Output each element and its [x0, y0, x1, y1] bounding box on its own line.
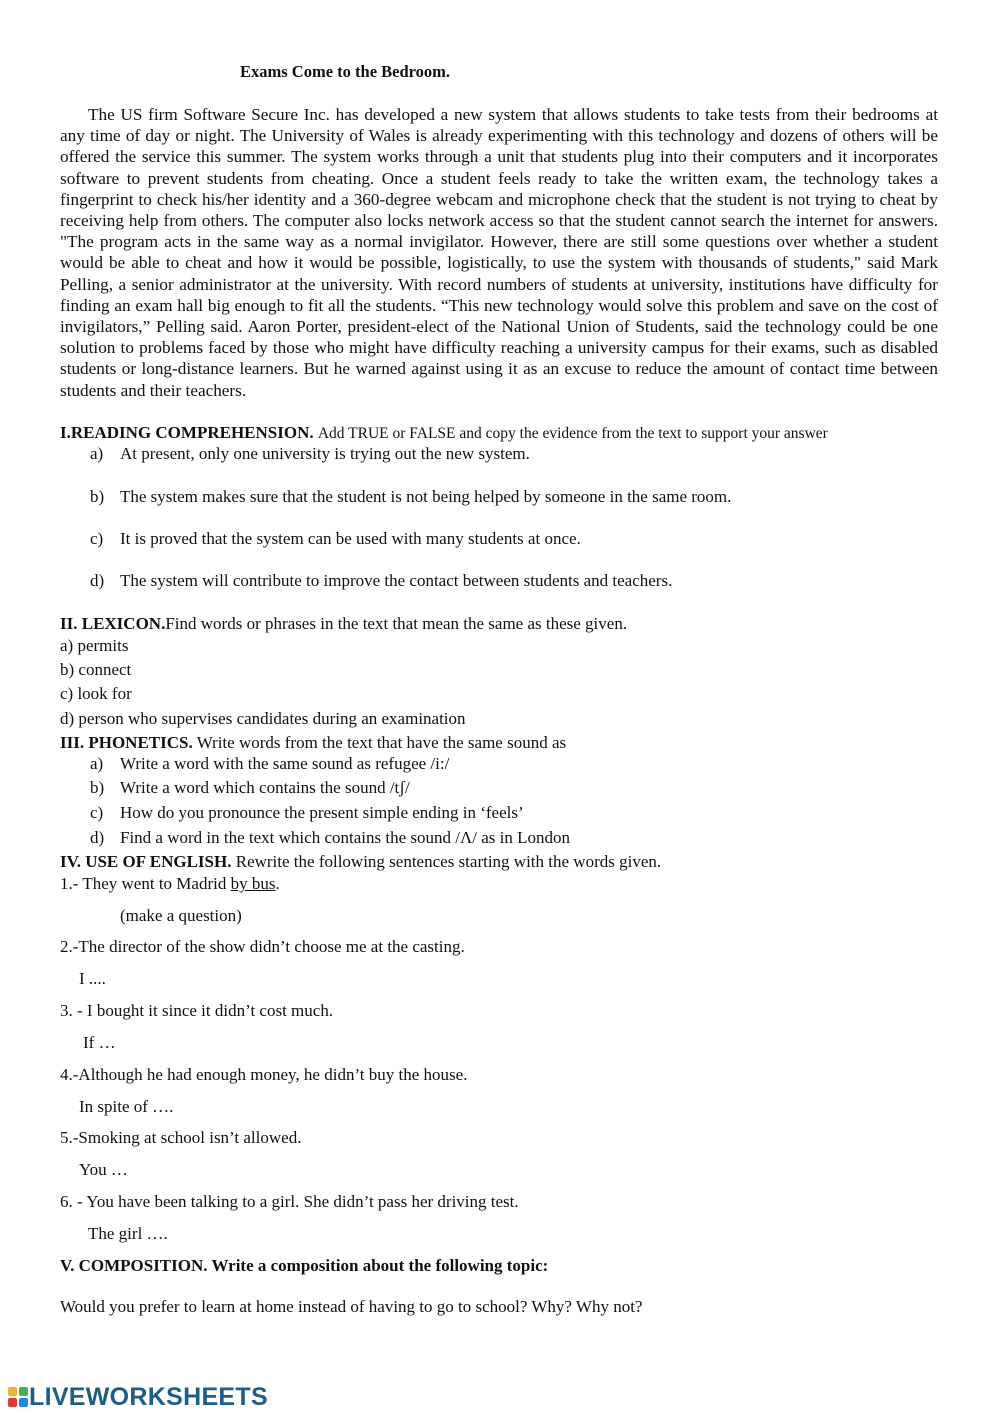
lexicon-item: b) connect: [60, 660, 132, 679]
item-letter: d): [90, 828, 105, 847]
item-text: How do you pronounce the present simple ending in ‘feels’: [120, 803, 524, 822]
phonetics-item-c: [90, 803, 524, 823]
reading-instruction: Add TRUE or FALSE and copy the evidence from the text to support your answer: [317, 425, 828, 442]
question-5-prompt: You …: [79, 1160, 128, 1179]
liveworksheets-logo: [8, 1382, 268, 1412]
item-text: Find a word in the text which contains the sound /Λ/ as in London: [120, 828, 571, 847]
question-4-prompt: In spite of ….: [79, 1097, 174, 1116]
reading-item-c: [90, 529, 581, 549]
composition-heading: V. COMPOSITION. Write a composition about the following topic:: [60, 1256, 549, 1275]
q1-prefix: 1.- They went to Madrid: [60, 874, 231, 893]
phonetics-section-header: [60, 733, 566, 753]
question-1-prompt: (make a question): [120, 906, 242, 925]
logo-text: LIVEWORKSHEETS: [29, 1382, 268, 1411]
question-1: [60, 874, 280, 894]
logo-tile: [8, 1387, 17, 1396]
item-text: The system makes sure that the student is not being helped by someone in the same room.: [120, 487, 732, 506]
item-letter: c): [90, 529, 104, 548]
reading-item-d: [90, 571, 672, 591]
composition-topic: Would you prefer to learn at home instead of having to go to school? Why? Why not?: [60, 1297, 643, 1316]
item-letter: d): [90, 571, 105, 590]
logo-tile: [8, 1398, 17, 1407]
question-6-prompt: The girl ….: [88, 1224, 168, 1243]
lexicon-heading: II. LEXICON.: [60, 614, 166, 633]
reading-item-b: [90, 487, 731, 507]
item-letter: c): [90, 803, 104, 822]
reading-item-a: [90, 444, 530, 464]
reading-passage: The US firm Software Secure Inc. has developed a new system that allows students to take tests from their bedrooms at any time of day or night. The University of Wales is already experimenting with this technology and dozens of others will be offered the service this summer. The system works through a unit that students plug into their computers and it incorporates software to prevent students from cheating. Once a student feels ready to take the written exam, the technology takes a fingerprint to check his/her identity and a 360-degree webcam and microphone check that the student is not trying to cheat by receiving help from others. The computer also locks network access so that the student cannot search the internet for answers. "The program acts in the same way as a normal invigilator. However, there are still some questions over whether a student would be able to cheat and how it would be possible, logistically, to use the system with thousands of students," said Mark Pelling, a senior administrator at the university. With record numbers of students at university, institutions have difficulty for finding an exam hall big enough to fit all the students. “This new technology would solve this problem and save on the cost of invigilators,” Pelling said. Aaron Porter, president-elect of the National Union of Students, said the technology could be one solution to problems faced by those who might have difficulty reaching a university campus for their exams, such as disabled students or long-distance learners. But he warned against using it as an excuse to reduce the amount of contact time between students and their teachers.: [60, 105, 938, 400]
phonetics-item-b: [90, 778, 410, 798]
item-text: The system will contribute to improve the contact between students and teachers.: [120, 571, 673, 590]
phonetics-item-a: [90, 754, 449, 774]
logo-tile: [19, 1398, 28, 1407]
q1-suffix: .: [275, 874, 280, 893]
page-title: Exams Come to the Bedroom.: [240, 62, 451, 81]
question-2: 2.-The director of the show didn’t choose me at the casting.: [60, 937, 465, 956]
lexicon-section-header: [60, 614, 627, 634]
reading-section-header: [60, 423, 828, 443]
item-text: Write a word which contains the sound /tʃ/: [120, 778, 410, 797]
use-of-english-instruction: Rewrite the following sentences starting with the words given.: [235, 852, 662, 871]
question-3-prompt: If …: [83, 1033, 116, 1052]
lexicon-item: d) person who supervises candidates during an examination: [60, 709, 466, 728]
reading-heading: I.READING COMPREHENSION.: [60, 423, 314, 442]
use-of-english-heading: IV. USE OF ENGLISH.: [60, 852, 232, 871]
item-letter: b): [90, 487, 105, 506]
question-4: 4.-Although he had enough money, he didn’t buy the house.: [60, 1065, 468, 1084]
item-letter: b): [90, 778, 105, 797]
logo-tile: [19, 1387, 28, 1396]
item-letter: a): [90, 754, 104, 773]
item-text: Write a word with the same sound as refugee /i:/: [120, 754, 450, 773]
item-text: It is proved that the system can be used with many students at once.: [120, 529, 581, 548]
question-2-prompt: I ....: [79, 969, 106, 988]
logo-grid-icon: [8, 1387, 28, 1407]
question-6: 6. - You have been talking to a girl. She didn’t pass her driving test.: [60, 1192, 519, 1211]
lexicon-item: a) permits: [60, 636, 129, 655]
question-5: 5.-Smoking at school isn’t allowed.: [60, 1128, 302, 1147]
use-of-english-section-header: [60, 852, 661, 872]
phonetics-instruction: Write words from the text that have the same sound as: [196, 733, 567, 752]
phonetics-item-d: [90, 828, 570, 848]
lexicon-instruction: Find words or phrases in the text that mean the same as these given.: [165, 614, 628, 633]
item-letter: a): [90, 444, 104, 463]
question-3: 3. - I bought it since it didn’t cost much.: [60, 1001, 334, 1020]
lexicon-item: c) look for: [60, 684, 132, 703]
phonetics-heading: III. PHONETICS.: [60, 733, 193, 752]
item-text: At present, only one university is trying out the new system.: [120, 444, 530, 463]
q1-underlined: by bus: [230, 874, 276, 893]
